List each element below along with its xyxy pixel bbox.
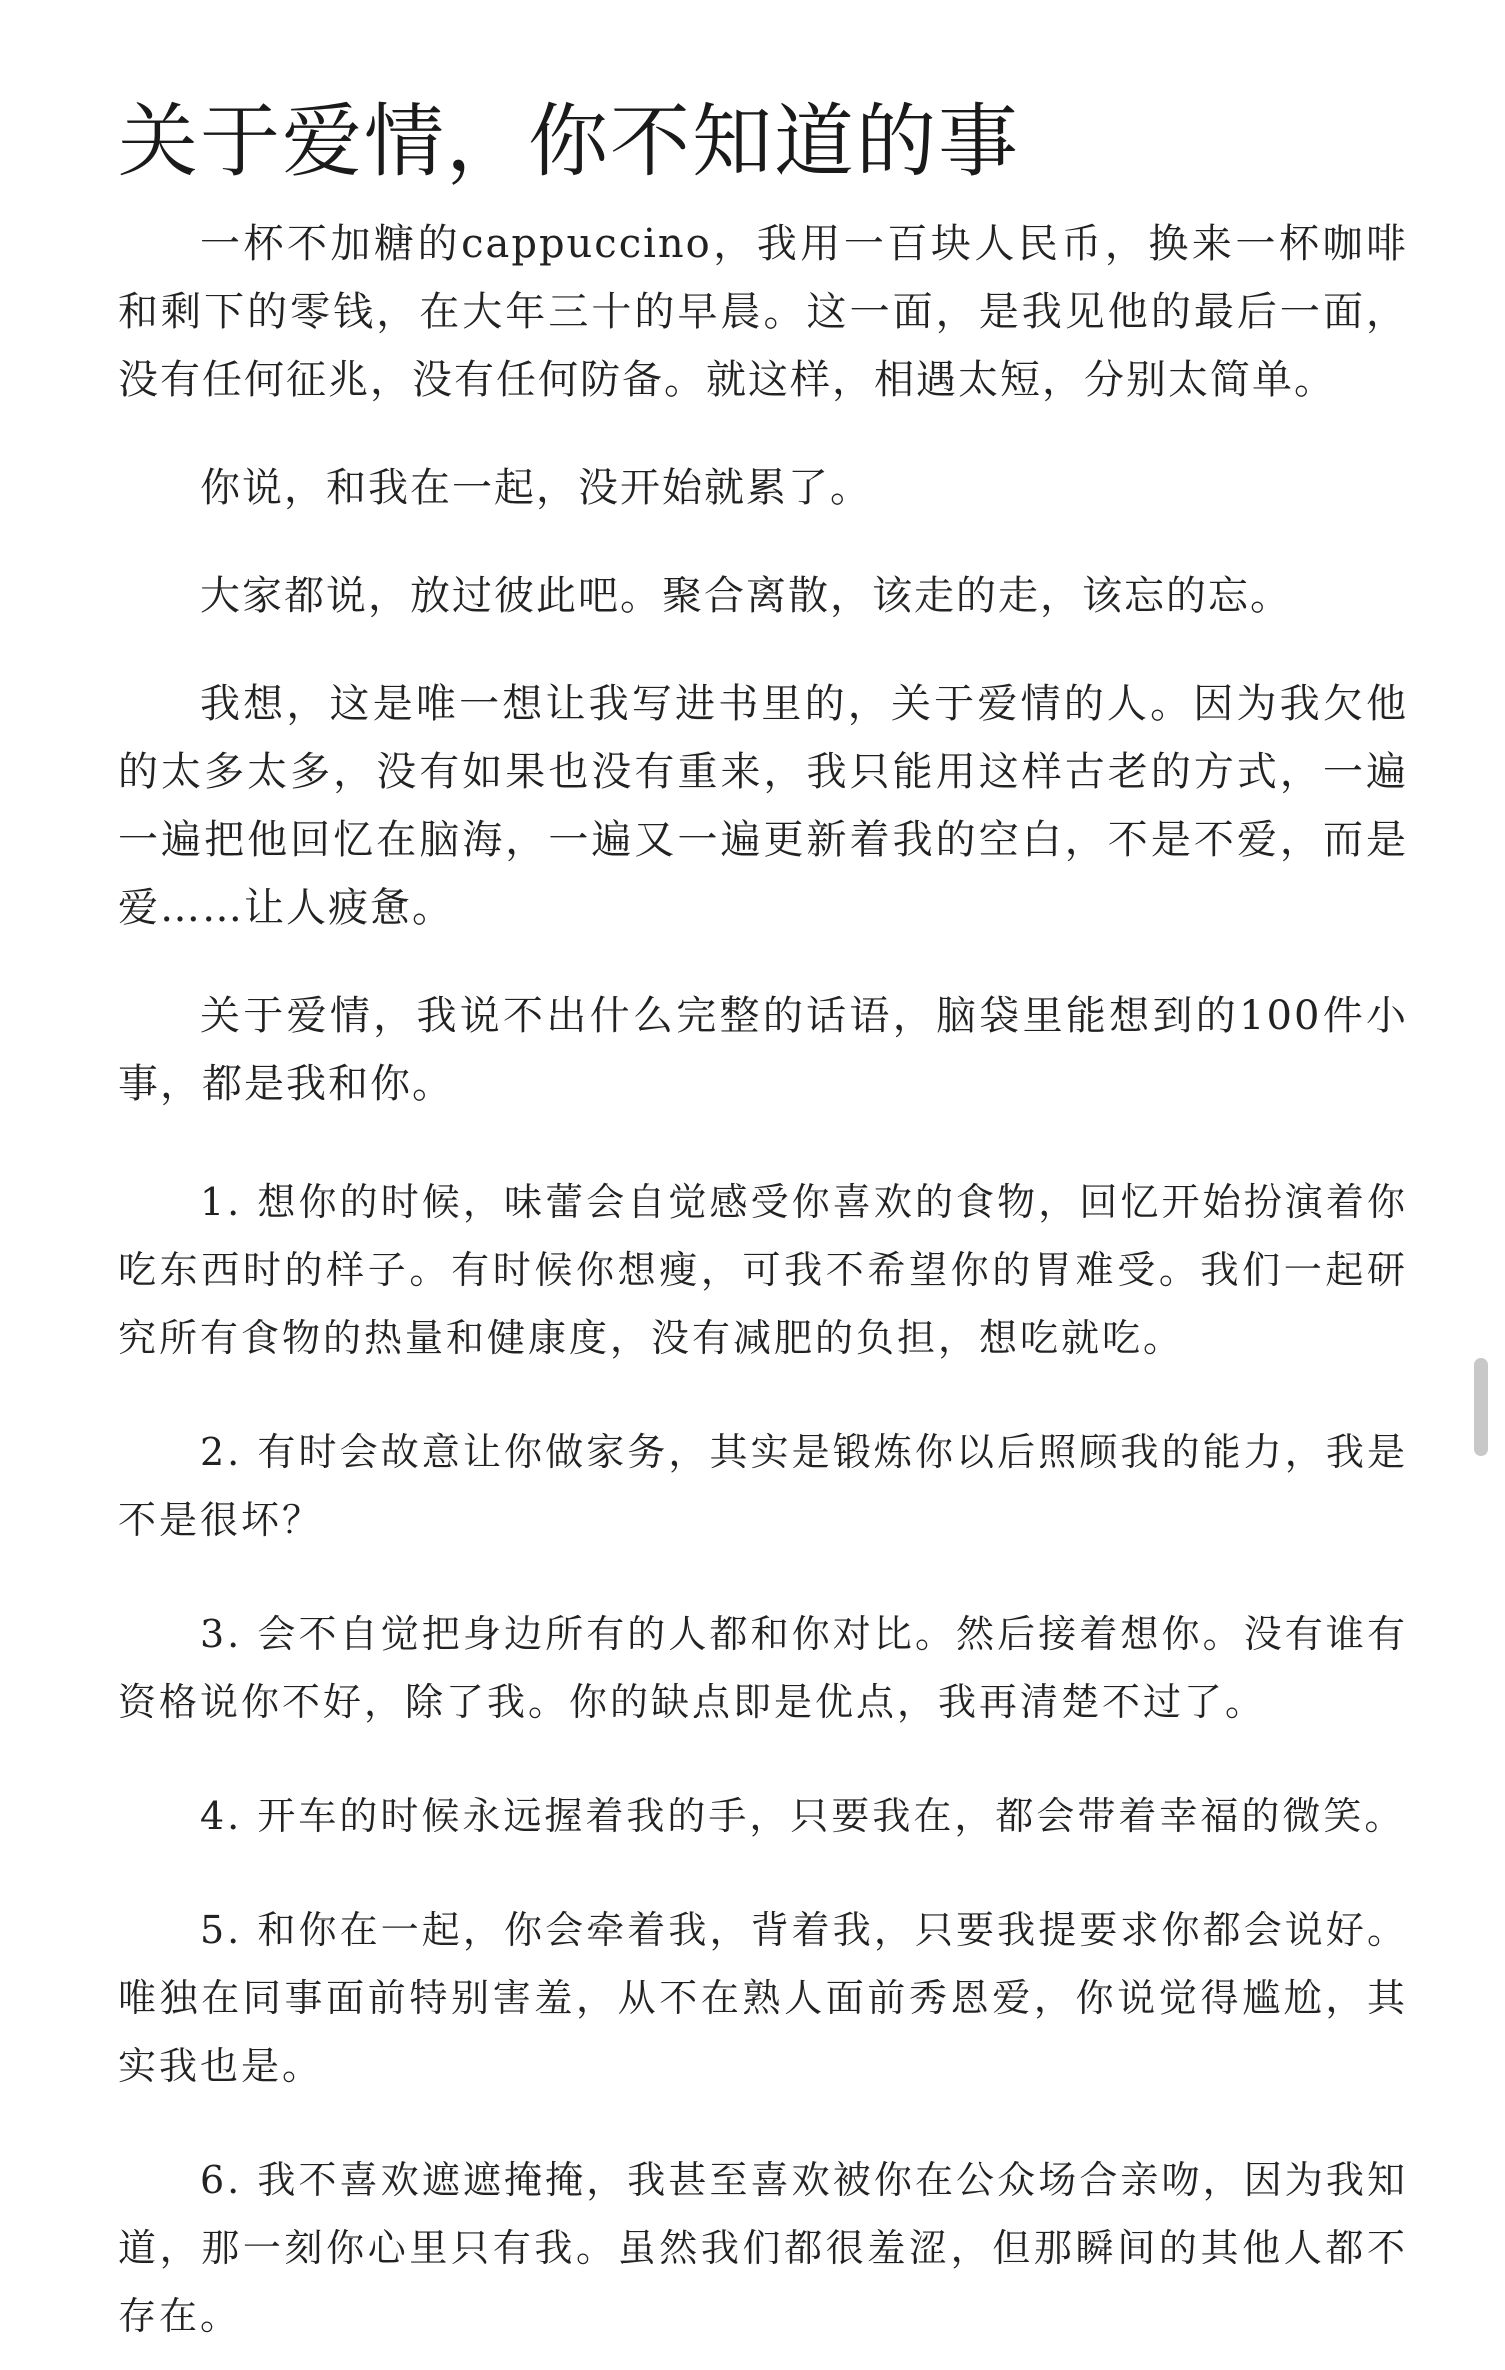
intro-paragraph: 关于爱情，我说不出什么完整的话语，脑袋里能想到的100件小事，都是我和你。 — [118, 993, 1408, 1107]
article-body — [118, 210, 1408, 2350]
scrollbar-thumb[interactable] — [1474, 1358, 1488, 1456]
list-item: 1. 想你的时候，味蕾会自觉感受你喜欢的食物，回忆开始扮演着你吃东西时的样子。有时候你想瘦，可我不希望你的胃难受。我们一起研究所有食物的热量和健康度，没有减肥的负担，想吃就吃。 — [118, 1180, 1408, 1360]
intro-paragraph: 大家都说，放过彼此吧。聚合离散，该走的走，该忘的忘。 — [200, 573, 1292, 619]
list-item: 2. 有时会故意让你做家务，其实是锻炼你以后照顾我的能力，我是不是很坏？ — [118, 1430, 1408, 1542]
intro-paragraph: 你说，和我在一起，没开始就累了。 — [200, 465, 872, 511]
page-title: 关于爱情，你不知道的事 — [118, 94, 1020, 188]
list-item: 3. 会不自觉把身边所有的人都和你对比。然后接着想你。没有谁有资格说你不好，除了我。你的缺点即是优点，我再清楚不过了。 — [118, 1612, 1408, 1724]
intro-paragraph: 我想，这是唯一想让我写进书里的，关于爱情的人。因为我欠他的太多太多，没有如果也没有重来，我只能用这样古老的方式，一遍一遍把他回忆在脑海，一遍又一遍更新着我的空白，不是不爱，而是爱……让人疲惫。 — [118, 681, 1408, 931]
intro-paragraph: 一杯不加糖的cappuccino，我用一百块人民币，换来一杯咖啡和剩下的零钱，在大年三十的早晨。这一面，是我见他的最后一面，没有任何征兆，没有任何防备。就这样，相遇太短，分别太简单。 — [118, 221, 1408, 403]
list-item: 6. 我不喜欢遮遮掩掩，我甚至喜欢被你在公众场合亲吻，因为我知道，那一刻你心里只有我。虽然我们都很羞涩，但那瞬间的其他人都不存在。 — [118, 2158, 1408, 2338]
list-item: 4. 开车的时候永远握着我的手，只要我在，都会带着幸福的微笑。 — [200, 1794, 1406, 1838]
numbered-list — [118, 1168, 1408, 2350]
list-item: 5. 和你在一起，你会牵着我，背着我，只要我提要求你都会说好。唯独在同事面前特别害羞，从不在熟人面前秀恩爱，你说觉得尴尬，其实我也是。 — [118, 1908, 1408, 2088]
